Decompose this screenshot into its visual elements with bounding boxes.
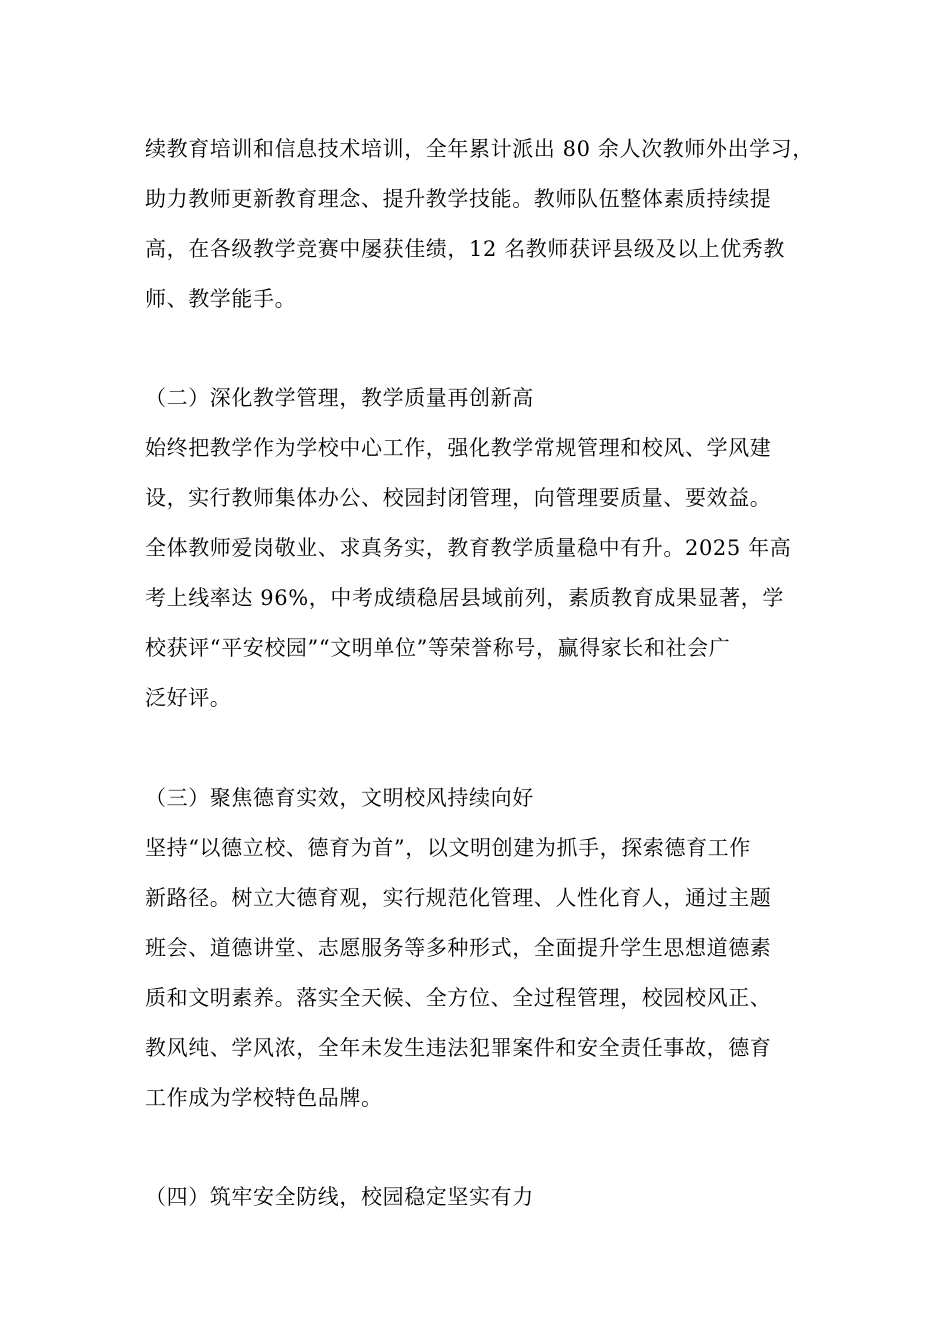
paragraph-line: 师、教学能手。 [145, 287, 297, 311]
paragraph-line: 全体教师爱岗敬业、求真务实，教育教学质量稳中有升。2025 年高 [145, 536, 792, 560]
paragraph-line: 考上线率达 96%，中考成绩稳居县域前列，素质教育成果显著，学 [145, 586, 784, 610]
section-heading: （二）深化教学管理，教学质量再创新高 [145, 386, 534, 410]
paragraph-line: 新路径。树立大德育观，实行规范化管理、人性化育人，通过主题 [145, 886, 772, 910]
paragraph-line: 工作成为学校特色品牌。 [145, 1086, 383, 1110]
paragraph-line: 始终把教学作为学校中心工作，强化教学常规管理和校风、学风建 [145, 436, 772, 460]
paragraph-line: 泛好评。 [145, 686, 232, 710]
section-heading: （三）聚焦德育实效，文明校风持续向好 [145, 786, 534, 810]
paragraph-line: 质和文明素养。落实全天候、全方位、全过程管理，校园校风正、 [145, 986, 772, 1010]
paragraph-line: 校获评“平安校园”“文明单位”等荣誉称号，赢得家长和社会广 [145, 636, 731, 660]
paragraph-line: 高，在各级教学竞赛中屡获佳绩，12 名教师获评县级及以上优秀教 [145, 237, 785, 261]
paragraph-line: 设，实行教师集体办公、校园封闭管理，向管理要质量、要效益。 [145, 486, 772, 510]
paragraph-line: 教风纯、学风浓，全年未发生违法犯罪案件和安全责任事故，德育 [145, 1036, 772, 1060]
paragraph-line: 续教育培训和信息技术培训，全年累计派出 80 余人次教师外出学习， [145, 137, 814, 161]
paragraph-line: 班会、道德讲堂、志愿服务等多种形式，全面提升学生思想道德素 [145, 936, 772, 960]
paragraph-line: 坚持“以德立校、德育为首”，以文明创建为抓手，探索德育工作 [145, 836, 751, 860]
section-heading: （四）筑牢安全防线，校园稳定坚实有力 [145, 1185, 534, 1209]
paragraph-line: 助力教师更新教育理念、提升教学技能。教师队伍整体素质持续提 [145, 187, 772, 211]
